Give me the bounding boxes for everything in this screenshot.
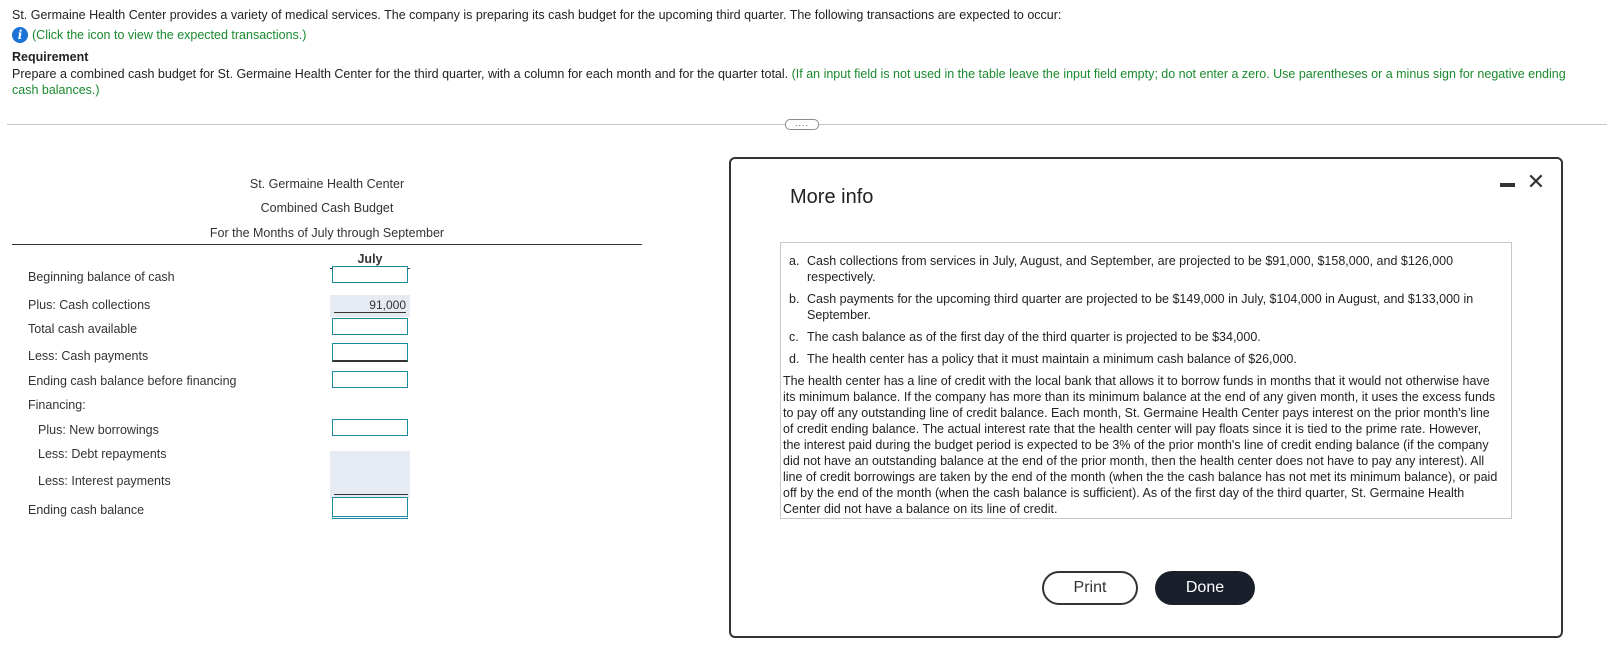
info-link[interactable]: (Click the icon to view the expected transactions.) xyxy=(32,28,307,42)
item-letter: b. xyxy=(789,292,800,306)
item-text: Cash collections from services in July, August, and September, are projected to be $91,000, $158,000, and $126,000 respectively. xyxy=(807,254,1454,284)
item-letter: a. xyxy=(789,254,800,268)
item-letter: c. xyxy=(789,330,799,344)
intro-text xyxy=(12,8,1592,22)
divider-handle[interactable]: .... xyxy=(785,119,819,130)
info-item xyxy=(789,351,1501,367)
budget-period-title: For the Months of July through September xyxy=(209,226,445,240)
item-text: Cash payments for the upcoming third quarter are projected to be $149,000 in July, $104,000 in August, and $133,000 in September. xyxy=(807,292,1474,322)
item-text: The cash balance as of the first day of the third quarter is projected to be $34,000. xyxy=(807,330,1261,344)
ending-cash-balance-input[interactable] xyxy=(332,497,408,519)
cash-payments-input[interactable] xyxy=(332,343,408,362)
info-content-box xyxy=(780,242,1512,519)
minimize-button[interactable] xyxy=(1500,180,1515,188)
new-borrowings-input[interactable] xyxy=(332,419,408,436)
cash-collections-underline xyxy=(334,312,406,313)
row-label-ending-cash-balance: Ending cash balance xyxy=(28,503,145,517)
row-label-ending-before-financing: Ending cash balance before financing xyxy=(28,374,237,388)
item-letter: d. xyxy=(789,352,800,366)
minimize-icon xyxy=(1500,183,1515,187)
row-label-debt-repayments: Less: Debt repayments xyxy=(38,447,167,461)
print-button[interactable]: Print xyxy=(1042,571,1138,605)
intro-line: St. Germaine Health Center provides a variety of medical services. The company is preparing its cash budget for the upcoming third quarter. The following transactions are expected to occur: xyxy=(12,8,1062,22)
info-item xyxy=(789,253,1501,285)
column-header-july: July xyxy=(357,252,383,266)
row-label-new-borrowings: Plus: New borrowings xyxy=(38,423,159,437)
ending-before-financing-input[interactable] xyxy=(332,371,408,388)
info-item xyxy=(789,291,1501,323)
budget-report-title: Combined Cash Budget xyxy=(260,201,394,215)
total-cash-available-input[interactable] xyxy=(332,318,408,335)
cash-collections-value: 91,000 xyxy=(369,298,406,312)
title-rule xyxy=(12,244,642,245)
requirement-hint: (If an input field is not used in the table leave the input field empty; do not enter a zero. Use parentheses or a minus sign for negative ending cash balances.) xyxy=(12,67,1566,97)
financing-shaded-cell xyxy=(330,451,410,499)
dialog-title: More info xyxy=(790,186,874,208)
requirement-text xyxy=(12,66,1592,98)
row-label-beginning-balance: Beginning balance of cash xyxy=(28,270,175,284)
info-icon[interactable]: i xyxy=(12,27,28,43)
done-button[interactable]: Done xyxy=(1155,571,1255,605)
budget-company-title: St. Germaine Health Center xyxy=(249,177,405,191)
info-row[interactable] xyxy=(12,27,306,43)
row-label-cash-payments: Less: Cash payments xyxy=(28,349,149,363)
requirement-heading: Requirement xyxy=(12,50,89,64)
row-label-cash-collections: Plus: Cash collections xyxy=(28,298,151,312)
item-text: The health center has a policy that it must maintain a minimum cash balance of $26,000. xyxy=(807,352,1297,366)
beginning-balance-input[interactable] xyxy=(332,266,408,283)
info-item xyxy=(789,329,1501,345)
row-label-financing: Financing: xyxy=(28,398,86,412)
close-icon: ✕ xyxy=(1526,169,1546,194)
line-of-credit-paragraph: The health center has a line of credit with the local bank that allows it to borrow funds in months that it would not otherwise have its minimum balance. If the company has more than its minimum balance at the end of any given month, it uses the excess funds to pay off any outstanding line of credit balance. Each month, St. Germaine Health Center pays interest on the prior month's line of credit ending balance. The actual interest rate that the health center will pay floats since it is tied to the prime rate. However, the interest paid during the budget period is expected to be 3% of the prior month's line of credit ending balance (if the company did not have an outstanding balance at the end of the prior month, then the health center does not have to pay any interest). All line of credit borrowings are taken by the end of the month (when the the cash balance has not met its minimum balance), or paid off by the end of the month (when the cash balance is sufficient). As of the first day of the third quarter, St. Germaine Health Center did not have a balance on its line of credit. xyxy=(783,374,1498,516)
close-button[interactable] xyxy=(1524,170,1548,194)
requirement-body: Prepare a combined cash budget for St. Germaine Health Center for the third quarter, with a column for each month and for the quarter total. xyxy=(12,67,789,81)
row-label-total-cash-available: Total cash available xyxy=(28,322,138,336)
interest-payments-underline xyxy=(334,494,408,495)
row-label-interest-payments: Less: Interest payments xyxy=(38,474,171,488)
